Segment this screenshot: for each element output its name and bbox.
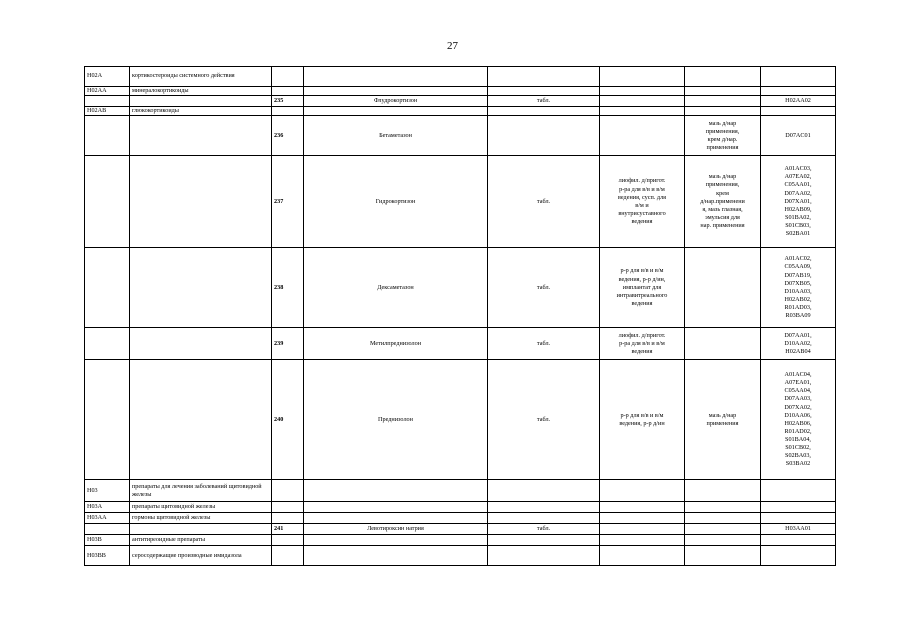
drug-name-cell-text: Бетаметазон	[379, 131, 412, 139]
form-oral-cell	[488, 360, 600, 480]
atc-list-cell	[761, 67, 836, 87]
row-number-cell	[272, 524, 304, 535]
table-row	[85, 535, 836, 546]
form-injection-cell-text: р-р для в/в и в/м ведения, р-р д/ин, имплантат для интравитреального ведения	[616, 267, 668, 307]
group-name-cell	[130, 67, 272, 87]
form-injection-cell	[600, 524, 685, 535]
atc-code-cell-text: H03BB	[87, 551, 106, 559]
table-row	[85, 524, 836, 535]
table-row	[85, 546, 836, 566]
drug-name-cell	[304, 67, 488, 87]
atc-list-cell	[761, 360, 836, 480]
row-number-cell	[272, 67, 304, 87]
atc-list-cell	[761, 248, 836, 328]
atc-list-cell-text: D07AC01	[785, 131, 811, 139]
atc-code-cell	[85, 96, 130, 107]
group-name-cell	[130, 156, 272, 248]
drug-name-cell	[304, 480, 488, 502]
form-oral-cell	[488, 248, 600, 328]
drug-name-cell	[304, 116, 488, 156]
form-oral-cell	[488, 107, 600, 116]
drug-name-cell	[304, 328, 488, 360]
form-injection-cell	[600, 87, 685, 96]
drug-name-cell-text: Гидрокортизон	[375, 197, 416, 205]
form-injection-cell	[600, 107, 685, 116]
atc-code-cell-text: H02AA	[87, 87, 107, 94]
page-number: 27	[447, 40, 458, 52]
drug-table	[84, 66, 836, 566]
group-name-cell-text: препараты щитовидной железы	[132, 503, 216, 511]
group-name-cell-text: серосодержащие производные имидазола	[132, 551, 242, 559]
atc-code-cell	[85, 87, 130, 96]
form-oral-cell-text: табл.	[536, 197, 551, 205]
row-number-cell-text: 235	[274, 97, 284, 105]
form-external-cell	[685, 546, 761, 566]
form-injection-cell	[600, 248, 685, 328]
table-row	[85, 107, 836, 116]
group-name-cell	[130, 480, 272, 502]
form-oral-cell	[488, 535, 600, 546]
drug-name-cell-text: Дексаметазон	[377, 283, 414, 291]
atc-code-cell	[85, 480, 130, 502]
group-name-cell	[130, 116, 272, 156]
row-number-cell-text: 240	[274, 415, 284, 423]
table-row	[85, 480, 836, 502]
atc-list-cell-text: A01AC04, A07EA01, C05AA04, D07AA03, D07XA02, D10AA06, H02AB06, R01AD02, S01BA04, S01CB02, S02BA03, S03BA02	[784, 371, 812, 467]
form-external-cell	[685, 87, 761, 96]
row-number-cell	[272, 107, 304, 116]
atc-list-cell-text: A01AC02, C05AA09, D07AB19, D07XB05, D10AA03, H02AB02, R01AD03, R03BA09	[784, 255, 812, 319]
drug-name-cell-text: Флудрокортизон	[373, 97, 418, 105]
form-external-cell	[685, 360, 761, 480]
form-oral-cell	[488, 87, 600, 96]
group-name-cell	[130, 535, 272, 546]
atc-code-cell	[85, 156, 130, 248]
drug-name-cell	[304, 96, 488, 107]
table-row	[85, 116, 836, 156]
group-name-cell	[130, 96, 272, 107]
drug-name-cell	[304, 156, 488, 248]
drug-name-cell	[304, 248, 488, 328]
row-number-cell	[272, 360, 304, 480]
table-row	[85, 87, 836, 96]
form-injection-cell-text: р-р для в/в и в/м ведения, р-р д/ин	[619, 411, 665, 427]
form-oral-cell	[488, 116, 600, 156]
group-name-cell-text: антитиреоидные препараты	[132, 536, 205, 544]
group-name-cell	[130, 248, 272, 328]
form-oral-cell	[488, 156, 600, 248]
form-injection-cell	[600, 360, 685, 480]
row-number-cell	[272, 116, 304, 156]
drug-name-cell	[304, 87, 488, 96]
row-number-cell	[272, 502, 304, 513]
atc-code-cell	[85, 524, 130, 535]
form-external-cell	[685, 535, 761, 546]
row-number-cell	[272, 535, 304, 546]
form-external-cell	[685, 328, 761, 360]
group-name-cell	[130, 546, 272, 566]
atc-code-cell	[85, 328, 130, 360]
atc-list-cell	[761, 480, 836, 502]
form-external-cell	[685, 107, 761, 116]
atc-code-cell	[85, 502, 130, 513]
form-injection-cell	[600, 513, 685, 524]
atc-code-cell-text: H03B	[87, 536, 102, 544]
drug-name-cell	[304, 360, 488, 480]
form-external-cell	[685, 502, 761, 513]
group-name-cell	[130, 87, 272, 96]
form-oral-cell-text: табл.	[536, 525, 551, 533]
group-name-cell	[130, 107, 272, 116]
atc-code-cell	[85, 116, 130, 156]
atc-list-cell	[761, 513, 836, 524]
atc-list-cell-text: H02AA02	[785, 97, 811, 105]
form-oral-cell	[488, 67, 600, 87]
form-external-cell	[685, 67, 761, 87]
table-row	[85, 96, 836, 107]
row-number-cell	[272, 248, 304, 328]
form-injection-cell-text: лиофил. д/пригот. р-ра для в/в и в/м ведения	[618, 331, 666, 355]
form-oral-cell-text: табл.	[536, 339, 551, 347]
atc-code-cell	[85, 107, 130, 116]
form-external-cell	[685, 513, 761, 524]
group-name-cell	[130, 328, 272, 360]
form-injection-cell	[600, 116, 685, 156]
atc-list-cell	[761, 107, 836, 116]
atc-code-cell-text: H03AA	[87, 514, 107, 522]
form-external-cell	[685, 480, 761, 502]
form-oral-cell-text: табл.	[536, 283, 551, 291]
row-number-cell-text: 241	[274, 525, 284, 533]
row-number-cell	[272, 87, 304, 96]
drug-name-cell	[304, 535, 488, 546]
table-row	[85, 502, 836, 513]
atc-code-cell-text: H03A	[87, 503, 103, 511]
table-row	[85, 360, 836, 480]
row-number-cell	[272, 156, 304, 248]
form-oral-cell	[488, 546, 600, 566]
atc-list-cell	[761, 502, 836, 513]
form-oral-cell	[488, 328, 600, 360]
atc-list-cell-text: H03AA01	[785, 525, 811, 533]
drug-name-cell-text: Левотироксин натрия	[367, 525, 424, 533]
form-injection-cell	[600, 546, 685, 566]
drug-name-cell	[304, 524, 488, 535]
drug-name-cell	[304, 546, 488, 566]
atc-code-cell	[85, 248, 130, 328]
form-injection-cell	[600, 96, 685, 107]
atc-list-cell	[761, 535, 836, 546]
group-name-cell	[130, 502, 272, 513]
group-name-cell	[130, 360, 272, 480]
form-oral-cell	[488, 96, 600, 107]
atc-code-cell	[85, 360, 130, 480]
row-number-cell	[272, 96, 304, 107]
atc-list-cell	[761, 156, 836, 248]
form-oral-cell	[488, 502, 600, 513]
group-name-cell-text: препараты для лечения заболеваний щитовидной железы	[132, 482, 262, 498]
atc-code-cell	[85, 513, 130, 524]
drug-name-cell	[304, 513, 488, 524]
form-oral-cell-text: табл.	[536, 415, 551, 423]
form-external-cell	[685, 248, 761, 328]
atc-code-cell-text: H02A	[87, 72, 103, 80]
group-name-cell-text: минералокортикоиды	[132, 87, 189, 94]
form-external-cell	[685, 524, 761, 535]
form-injection-cell	[600, 156, 685, 248]
row-number-cell-text: 236	[274, 131, 284, 139]
form-oral-cell	[488, 524, 600, 535]
table-row	[85, 156, 836, 248]
atc-code-cell	[85, 67, 130, 87]
form-injection-cell	[600, 502, 685, 513]
row-number-cell-text: 237	[274, 197, 284, 205]
form-injection-cell	[600, 535, 685, 546]
table-row	[85, 328, 836, 360]
form-oral-cell-text: табл.	[536, 97, 551, 105]
table-row	[85, 248, 836, 328]
drug-name-cell-text: Преднизолон	[378, 415, 413, 423]
atc-list-cell	[761, 546, 836, 566]
group-name-cell-text: гормоны щитовидной железы	[132, 514, 211, 522]
atc-list-cell	[761, 96, 836, 107]
form-external-cell	[685, 96, 761, 107]
atc-code-cell-text: H02AB	[87, 107, 107, 115]
atc-list-cell-text: D07AA01, D10AA02, H02AB04	[784, 331, 812, 355]
atc-list-cell-text: A01AC03, A07EA02, C05AA01, D07AA02, D07XA01, H02AB09, S01BA02, S01CB03, S02BA01	[784, 165, 812, 237]
group-name-cell	[130, 513, 272, 524]
atc-list-cell	[761, 524, 836, 535]
atc-code-cell	[85, 546, 130, 566]
atc-code-cell	[85, 535, 130, 546]
row-number-cell	[272, 513, 304, 524]
row-number-cell-text: 238	[274, 283, 284, 291]
row-number-cell	[272, 328, 304, 360]
form-external-cell-text: мазь д/нар применения	[706, 411, 739, 427]
atc-list-cell	[761, 87, 836, 96]
form-external-cell-text: мазь д/нар применения, крем д/нар.применени я, мазь глазная, эмульсия для нар. применения	[700, 173, 745, 229]
row-number-cell	[272, 546, 304, 566]
form-injection-cell	[600, 67, 685, 87]
row-number-cell-text: 239	[274, 339, 284, 347]
form-external-cell	[685, 156, 761, 248]
form-external-cell-text: мазь д/нар применения, крем д/нар. применения	[705, 119, 740, 151]
form-oral-cell	[488, 480, 600, 502]
form-injection-cell	[600, 328, 685, 360]
group-name-cell-text: кортикостероиды системного действия	[132, 72, 235, 80]
form-injection-cell-text: лиофил. д/пригот. р-ра для в/в и в/м ведения, сусп. для в/м и внутрисуставного ведения	[618, 177, 666, 225]
form-injection-cell	[600, 480, 685, 502]
drug-name-cell	[304, 107, 488, 116]
atc-code-cell-text: H03	[87, 486, 98, 494]
drug-name-cell	[304, 502, 488, 513]
form-oral-cell	[488, 513, 600, 524]
group-name-cell-text: глюкокортикоиды	[132, 107, 179, 115]
group-name-cell	[130, 524, 272, 535]
row-number-cell	[272, 480, 304, 502]
drug-name-cell-text: Метилпреднизолон	[369, 339, 422, 347]
table-row	[85, 67, 836, 87]
atc-list-cell	[761, 328, 836, 360]
table-row	[85, 513, 836, 524]
atc-list-cell	[761, 116, 836, 156]
form-external-cell	[685, 116, 761, 156]
